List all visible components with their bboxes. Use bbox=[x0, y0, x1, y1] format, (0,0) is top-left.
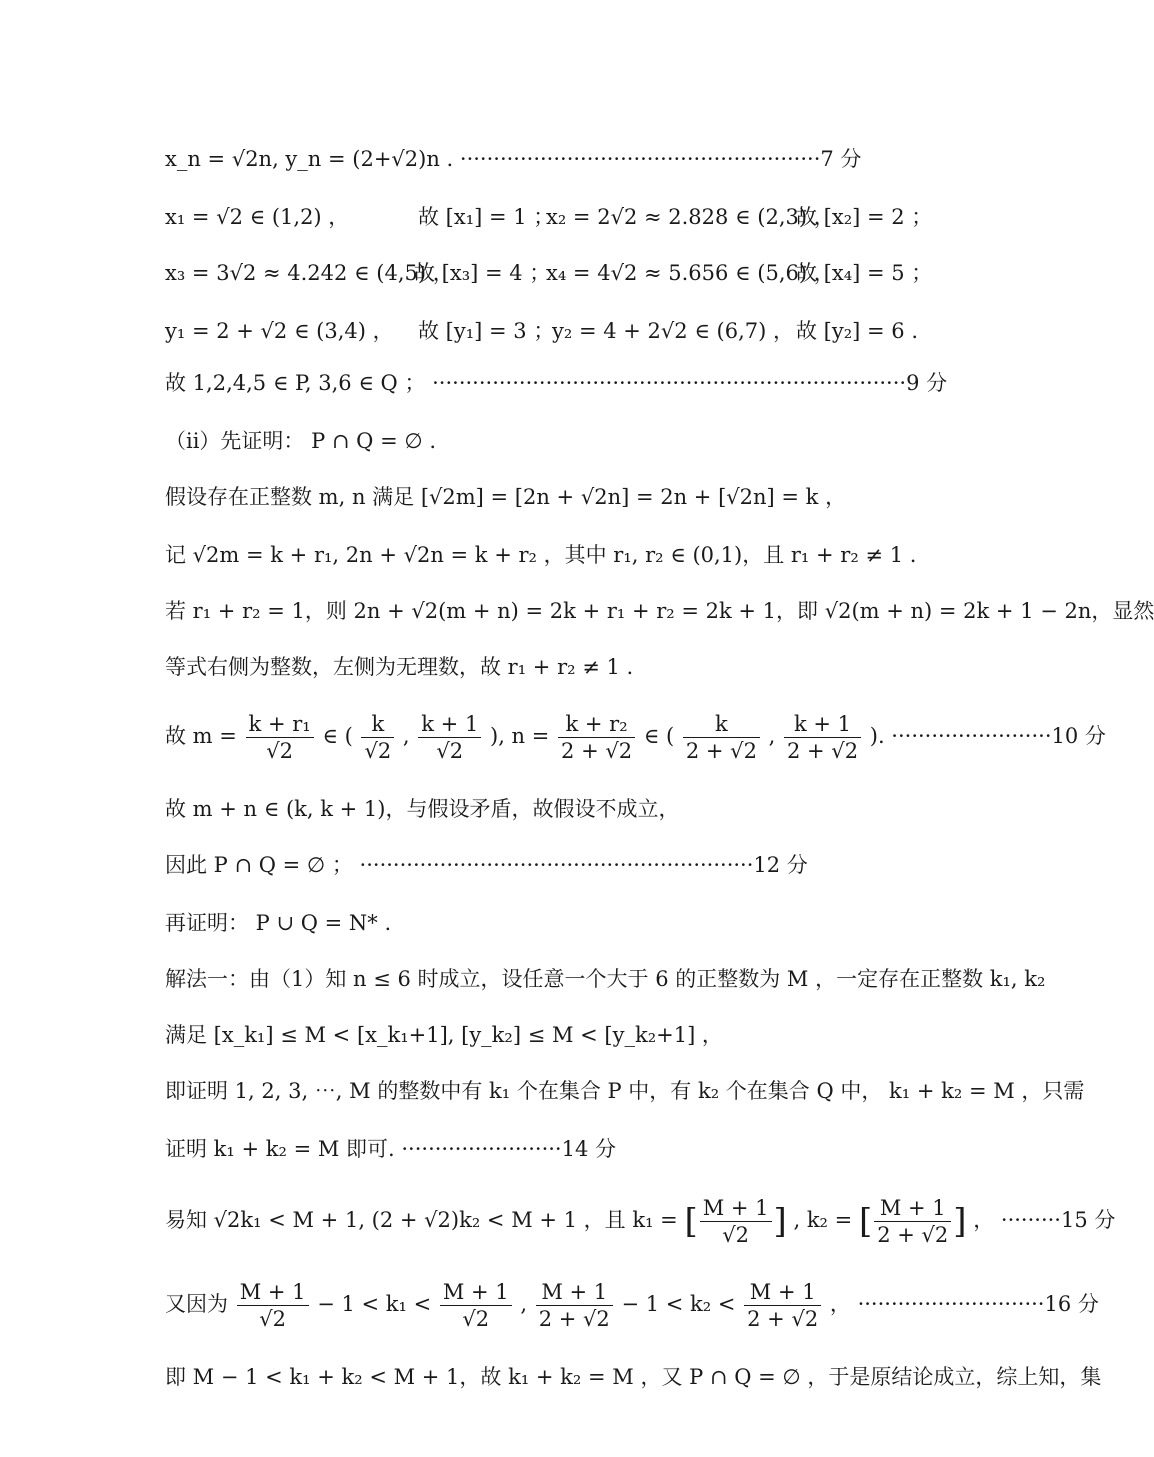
line-m-n-range: 故 m = $\frac{\text{k + r₁}}{√2}$ ∈ ( $\frac{k}{√2}$ , $\frac{k + 1}{√2}$ ), n = $\frac{\text{k + r₂}}{2 + √2}$ ∈ ( $\frac{k}{2 + √2}$ , $\frac{k + 1}{2 + √2}$ ). ························10 分 bbox=[165, 712, 1106, 763]
line-y2: y₂ = 4 + 2√2 ∈ (6,7) ， bbox=[552, 319, 794, 343]
fraction: $\frac{M + 1}{2 + √2}$ bbox=[874, 1195, 951, 1248]
line-x4-floor: 故 [x₄] = 5 ； bbox=[796, 261, 933, 285]
fraction: $\frac{M + 1}{2 + √2}$ bbox=[536, 1279, 613, 1332]
line-prove-count: 即证明 1, 2, 3, ⋯, M 的整数中有 k₁ 个在集合 P 中，有 k₂ 个在集合 Q 中， k₁ + k₂ = M ，只需 bbox=[165, 1079, 1085, 1103]
line-xn-yn: x_n = √2n, y_n = (2+√2)n . ······················································7 分 bbox=[165, 147, 862, 171]
line-x3-floor: 故 [x₃] = 4 ； bbox=[414, 261, 551, 285]
fraction: $\frac{k + 1}{√2}$ bbox=[418, 711, 481, 764]
line-y1-floor: 故 [y₁] = 3 ； bbox=[418, 319, 555, 343]
fraction: $\frac{\text{k + r₂}}{2 + √2}$ bbox=[558, 711, 635, 764]
floor-bracket-right: ] bbox=[953, 1201, 967, 1242]
line-method-one: 解法一：由（1）知 n ≤ 6 时成立，设任意一个大于 6 的正整数为 M ，一定存在正整数 k₁, k₂ bbox=[165, 967, 1046, 991]
line-x1-floor: 故 [x₁] = 1 ； bbox=[418, 205, 555, 229]
line-define-r: 记 √2m = k + r₁, 2n + √2n = k + r₂ ，其中 r₁, r₂ ∈ (0,1)，且 r₁ + r₂ ≠ 1 . bbox=[165, 543, 917, 567]
line-irrational: 等式右侧为整数，左侧为无理数，故 r₁ + r₂ ≠ 1 . bbox=[165, 655, 634, 679]
line-empty-intersection: 因此 P ∩ Q = ∅ ； ···························································12 分 bbox=[165, 853, 808, 877]
line-x2: x₂ = 2√2 ≈ 2.828 ∈ (2,3) ， bbox=[546, 205, 835, 229]
floor-bracket-left: [ bbox=[684, 1201, 698, 1242]
fraction: $\frac{k + 1}{2 + √2}$ bbox=[784, 711, 861, 764]
line-y2-floor: 故 [y₂] = 6 . bbox=[796, 319, 919, 343]
fraction: $\frac{M + 1}{√2}$ bbox=[700, 1195, 772, 1248]
line-satisfy: 满足 [x_k₁] ≤ M < [x_k₁+1], [y_k₂] ≤ M < [y_k₂+1] ， bbox=[165, 1023, 723, 1047]
line-union: 再证明： P ∪ Q = N* . bbox=[165, 911, 392, 935]
line-x1: x₁ = √2 ∈ (1,2) ， bbox=[165, 205, 350, 229]
line-assume: 假设存在正整数 m, n 满足 [√2m] = [2n + √2n] = 2n + [√2n] = k ， bbox=[165, 485, 847, 509]
line-x2-floor: 故 [x₂] = 2 ； bbox=[796, 205, 933, 229]
line-y1: y₁ = 2 + √2 ∈ (3,4) ， bbox=[165, 319, 394, 343]
fraction: $\frac{M + 1}{√2}$ bbox=[440, 1279, 512, 1332]
line-conclusion-pq: 故 1,2,4,5 ∈ P, 3,6 ∈ Q ； ·······································································9 分 bbox=[165, 371, 948, 395]
fraction: $\frac{k}{√2}$ bbox=[361, 711, 394, 764]
line-because: 又因为 $\frac{M + 1}{√2}$ − 1 < k₁ < $\frac{M + 1}{√2}$ , $\frac{M + 1}{2 + √2}$ − 1 < k₂ < $\frac{M + 1}{2 + √2}$ ， ····························16 分 bbox=[165, 1280, 1099, 1331]
line-x3: x₃ = 3√2 ≈ 4.242 ∈ (4,5) ， bbox=[165, 261, 454, 285]
fraction: $\frac{M + 1}{√2}$ bbox=[237, 1279, 309, 1332]
line-part-ii: （ii）先证明： P ∩ Q = ∅ . bbox=[165, 429, 436, 453]
line-final: 即 M − 1 < k₁ + k₂ < M + 1，故 k₁ + k₂ = M ，又 P ∩ Q = ∅ ，于是原结论成立，综上知，集 bbox=[165, 1365, 1102, 1389]
fraction: $\frac{\text{k + r₁}}{√2}$ bbox=[246, 711, 314, 764]
line-prove-sum: 证明 k₁ + k₂ = M 即可. ························14 分 bbox=[165, 1137, 616, 1161]
line-x4: x₄ = 4√2 ≈ 5.656 ∈ (5,6) ， bbox=[546, 261, 835, 285]
floor-bracket-left: [ bbox=[858, 1201, 873, 1242]
fraction: $\frac{k}{2 + √2}$ bbox=[683, 711, 760, 764]
line-if-r-sum: 若 r₁ + r₂ = 1，则 2n + √2(m + n) = 2k + r₁ + r₂ = 2k + 1，即 √2(m + n) = 2k + 1 − 2n，显然 bbox=[165, 599, 1154, 623]
line-contradiction: 故 m + n ∈ (k, k + 1)，与假设矛盾，故假设不成立， bbox=[165, 797, 680, 821]
fraction: $\frac{M + 1}{2 + √2}$ bbox=[744, 1279, 821, 1332]
floor-bracket-right: ] bbox=[773, 1201, 787, 1242]
line-easy-know: 易知 √2k₁ < M + 1, (2 + √2)k₂ < M + 1 ，且 k₁ = [ $\frac{M + 1}{√2}$ ] , k₂ = [ $\frac{M + 1}{2 + √2}$ ] ， ·········15 分 bbox=[165, 1196, 1116, 1247]
